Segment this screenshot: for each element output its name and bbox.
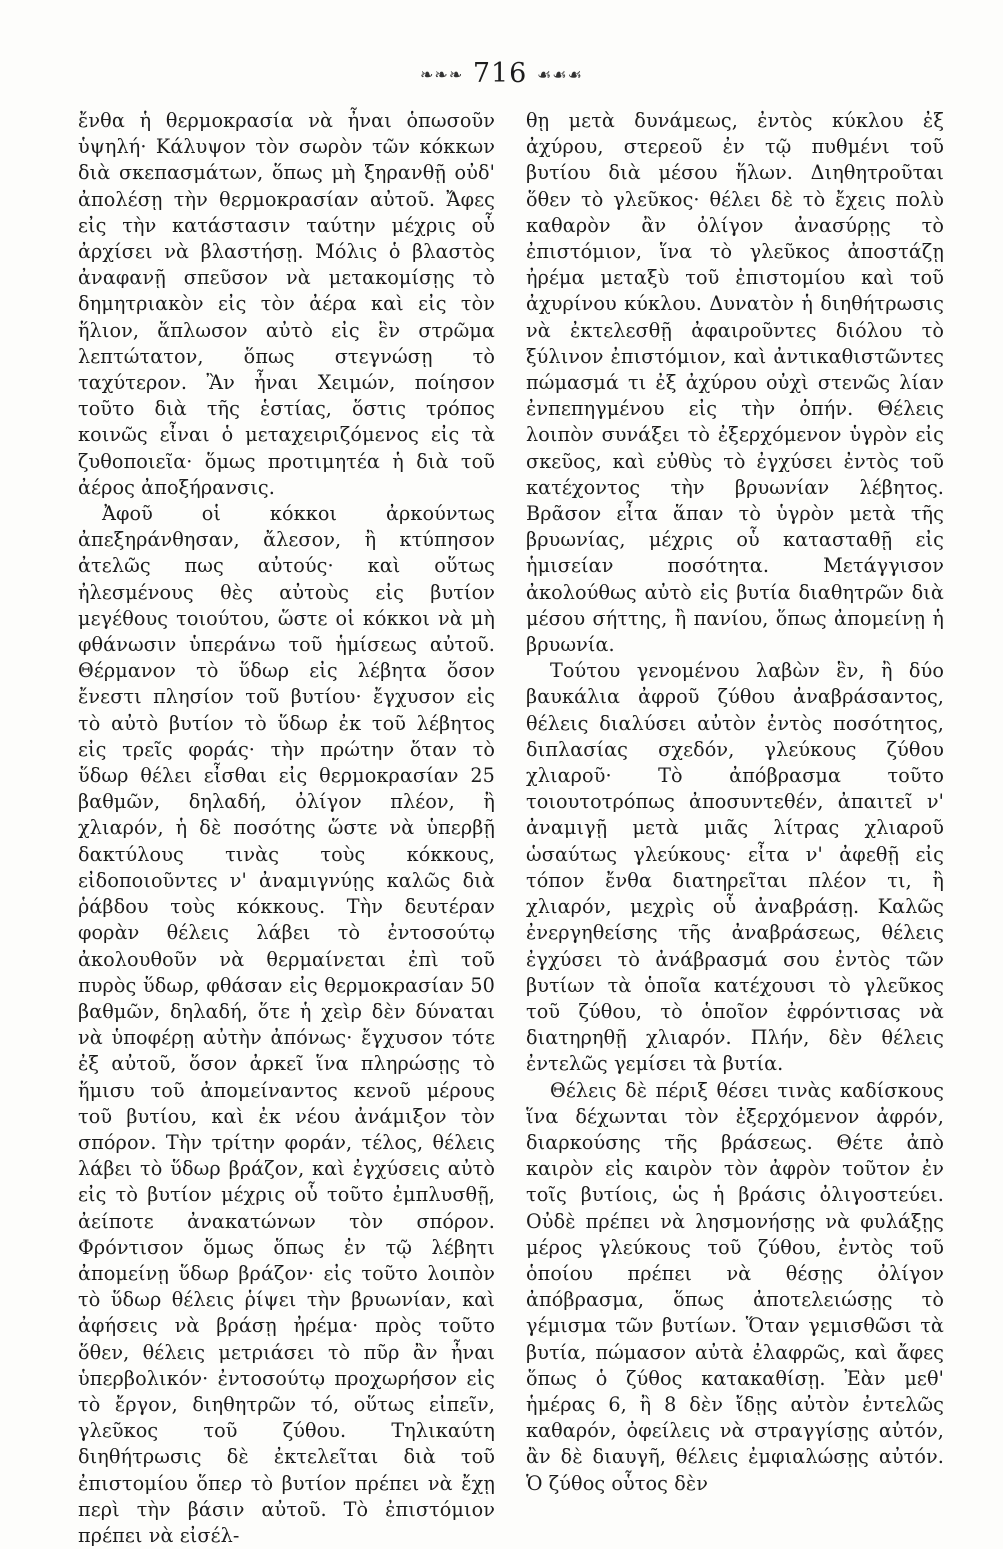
right-column: [526, 108, 944, 1497]
paragraph: Ἀφοῦ οἱ κόκκοι ἀρκούντως ἀπεξηράνθησαν, ἄλεσον, ἢ κτύπησον ἀτελῶς πως αὐτούς· καὶ οὕτως ἠλεσμένους θὲς αὐτοὺς εἰς βυτίον μεγέθους τοιούτου, ὥστε οἱ κόκκοι νὰ μὴ φθάνωσιν ὑπεράνω τοῦ ἡμίσεως αὐτοῦ. Θέρμανον τὸ ὕδωρ εἰς λέβητα ὅσον ἔνεστι πλησίον τοῦ βυτίου· ἔγχυσον εἰς τὸ αὐτὸ βυτίον τὸ ὕδωρ ἐκ τοῦ λέβητος εἰς τρεῖς φοράς· τὴν πρώτην ὅταν τὸ ὕδωρ θέλει εἶσθαι εἰς θερμοκρασίαν 25 βαθμῶν, δηλαδή, ὀλίγον πλέον, ἢ χλιαρόν, ἡ δὲ ποσότης ὥστε νὰ ὑπερβῇ δακτύλους τινὰς τοὺς κόκκους, εἰδοποιοῦντες ν' ἀναμιγνύῃς καλῶς διὰ ῥάβδου τοὺς κόκκους. Τὴν δευτέραν φορὰν θέλεις λάβει τὸ ἐντοσούτῳ ἀκολουθοῦν νὰ θερμαίνεται ἐπὶ τοῦ πυρὸς ὕδωρ, φθάσαν εἰς θερμοκρασίαν 50 βαθμῶν, δηλαδή, ὅτε ἡ χεὶρ δὲν δύναται νὰ ὑποφέρῃ αὐτὴν ἀπόνως· ἔγχυσον τότε ἐξ αὐτοῦ, ὅσον ἀρκεῖ ἵνα πληρώσῃς τὸ ἥμισυ τοῦ ἀπομείναντος κενοῦ μέρους τοῦ βυτίου, καὶ ἐκ νέου ἀνάμιξον τὸν σπόρον. Τὴν τρίτην φοράν, τέλος, θέλεις λάβει τὸ ὕδωρ βράζον, καὶ ἐγχύσεις αὐτὸ εἰς τὸ βυτίον μέχρις οὗ τοῦτο ἐμπλυσθῇ, ἀείποτε ἀνακατώνων τὸν σπόρον. Φρόντισον ὅμως ὅπως ἐν τῷ λέβητι ἀπομείνῃ ὕδωρ βράζον· εἰς τοῦτο λοιπὸν τὸ ὕδωρ θέλεις ῥίψει τὴν βρυωνίαν, καὶ ἀφήσεις νὰ βράσῃ ἠρέμα· πρὸς τοῦτο ὅθεν, θέλεις μετριάσει τὸ πῦρ ἂν ἦναι ὑπερβολικόν· ἐντοσούτῳ προχωρήσον εἰς τὸ ἔργον, διηθητρῶν τό, οὕτως εἰπεῖν, γλεῦκος τοῦ ζύθου. Τηλικαύτη διηθήτρωσις δὲ ἐκτελεῖται διὰ τοῦ ἐπιστομίου ὅπερ τὸ βυτίον πρέπει νὰ ἔχῃ περὶ τὴν βάσιν αὐτοῦ. Τὸ ἐπιστόμιον πρέπει νὰ εἰσέλ-: [78, 502, 495, 1547]
page-header: [0, 58, 1003, 89]
paragraph: θῃ μετὰ δυνάμεως, ἐντὸς κύκλου ἐξ ἀχύρου, στερεοῦ ἐν τῷ πυθμένι τοῦ βυτίου διὰ μέσου ἥλων. Διηθητροῦται ὅθεν τὸ γλεῦκος· θέλει δὲ τὸ ἔχεις πολὺ καθαρὸν ἂν ὀλίγον ἀνασύρῃς τὸ ἐπιστόμιον, ἵνα τὸ γλεῦκος ἀποστάζῃ ἠρέμα μεταξὺ τοῦ ἐπιστομίου καὶ τοῦ ἀχυρίνου κύκλου. Δυνατὸν ἡ διηθήτρωσις νὰ ἐκτελεσθῇ ἀφαιροῦντες διόλου τὸ ξύλινον ἐπιστόμιον, καὶ ἀντικαθιστῶντες πώμασμά τι ἐξ ἀχύρου οὐχὶ στενῶς λίαν ἐνπεπηγμένου εἰς τὴν ὀπήν. Θέλεις λοιπὸν συνάξει τὸ ἐξερχόμενον ὑγρὸν εἰς σκεῦος, καὶ εὐθὺς τὸ ἐγχύσει ἐντὸς τοῦ κατέχοντος τὴν βρυωνίαν λέβητος. Βρᾶσον εἶτα ἅπαν τὸ ὑγρὸν μετὰ τῆς βρυωνίας, μέχρις οὗ κατασταθῇ εἰς ἡμισείαν ποσότητα. Μετάγγισον ἀκολούθως αὐτὸ εἰς βυτία διαθητρῶν διὰ μέσου σήττης, ἢ πανίου, ὅπως ἀπομείνῃ ἡ βρυωνία.: [526, 109, 944, 657]
left-column: [78, 108, 495, 1549]
paragraph: Τούτου γενομένου λαβὼν ἓν, ἢ δύο βαυκάλια ἀφροῦ ζύθου ἀναβράσαντος, θέλεις διαλύσει αὐτὸν ἐντὸς ποσότητος, διπλασίας σχεδόν, γλεύκους ζύθου χλιαροῦ· Τὸ ἀπόβρασμα τοῦτο τοιουτοτρόπως ἀποσυντεθέν, ἀπαιτεῖ ν' ἀναμιγῇ μετὰ μιᾶς λίτρας χλιαροῦ ὡσαύτως γλεύκους· εἶτα ν' ἀφεθῇ εἰς τόπον ἔνθα διατηρεῖται πλέον τι, ἢ χλιαρόν, μεχρὶς οὗ ἀναβράσῃ. Καλῶς ἐνεργηθείσης τῆς ἀναβράσεως, θέλεις ἐγχύσει τὸ ἀνάβρασμά σου ἐντὸς τῶν βυτίων τὰ ὁποῖα κατέχουσι τὸ γλεῦκος τοῦ ζύθου, τὸ ὁποῖον ἐφρόντισας νὰ διατηρηθῇ χλιαρόν. Πλήν, δὲν θέλεις ἐντελῶς γεμίσει τὰ βυτία.: [526, 659, 944, 1076]
ornament-right-icon: ☙☙☙: [536, 65, 583, 84]
ornament-left-icon: ❧❧❧: [420, 65, 464, 84]
paragraph: ἔνθα ἡ θερμοκρασία νὰ ἦναι ὁπωσοῦν ὑψηλή· Κάλυψον τὸν σωρὸν τῶν κόκκων διὰ σκεπασμάτων, ὅπως μὴ ξηρανθῇ οὐδ' ἀπολέσῃ τὴν θερμοκρασίαν αὐτοῦ. Ἄφες εἰς τὴν κατάστασιν ταύτην μέχρις οὗ ἀρχίσει νὰ βλαστήσῃ. Μόλις ὁ βλαστὸς ἀναφανῇ σπεῦσον νὰ μετακομίσῃς τὸ δημητριακὸν εἰς τὸν ἀέρα καὶ εἰς τὸν ἥλιον, ἅπλωσον αὐτὸ εἰς ἓν στρῶμα λεπτώτατον, ὅπως στεγνώσῃ τὸ ταχύτερον. Ἂν ἦναι Χειμών, ποίησον τοῦτο διὰ τῆς ἑστίας, ὅστις τρόπος κοινῶς εἶναι ὁ μεταχειριζόμενος εἰς τὰ ζυθοποιεῖα· ὅμως προτιμητέα ἡ διὰ τοῦ ἀέρος ἀποξήρανσις.: [78, 109, 495, 499]
paragraph: Θέλεις δὲ πέριξ θέσει τινὰς καδίσκους ἵνα δέχωνται τὸν ἐξερχόμενον ἀφρόν, διαρκούσης τῆς βράσεως. Θέτε ἀπὸ καιρὸν εἰς καιρὸν τὸν ἀφρὸν τοῦτον ἐν τοῖς βυτίοις, ὡς ἡ βράσις ὀλιγοστεύει. Οὐδὲ πρέπει νὰ λησμονήσῃς νὰ φυλάξῃς μέρος γλεύκους τοῦ ζύθου, ἐντὸς τοῦ ὁποίου πρέπει νὰ θέσῃς ὀλίγον ἀπόβρασμα, ὅπως ἀποτελειώσῃς τὸ γέμισμα τῶν βυτίων. Ὅταν γεμισθῶσι τὰ βυτία, πώμασον αὐτὰ ἐλαφρῶς, καὶ ἄφες ὅπως ὁ ζύθος κατακαθίσῃ. Ἐὰν μεθ' ἡμέρας 6, ἢ 8 δὲν ἴδῃς αὐτὸν ἐντελῶς καθαρόν, ὀφείλεις νὰ στραγγίσῃς αὐτόν, ἂν δὲ διαυγῆ, θέλεις ἐμφιαλώσῃς αὐτόν. Ὁ ζύθος οὗτος δὲν: [526, 1078, 944, 1495]
page-number: 716: [472, 58, 528, 89]
